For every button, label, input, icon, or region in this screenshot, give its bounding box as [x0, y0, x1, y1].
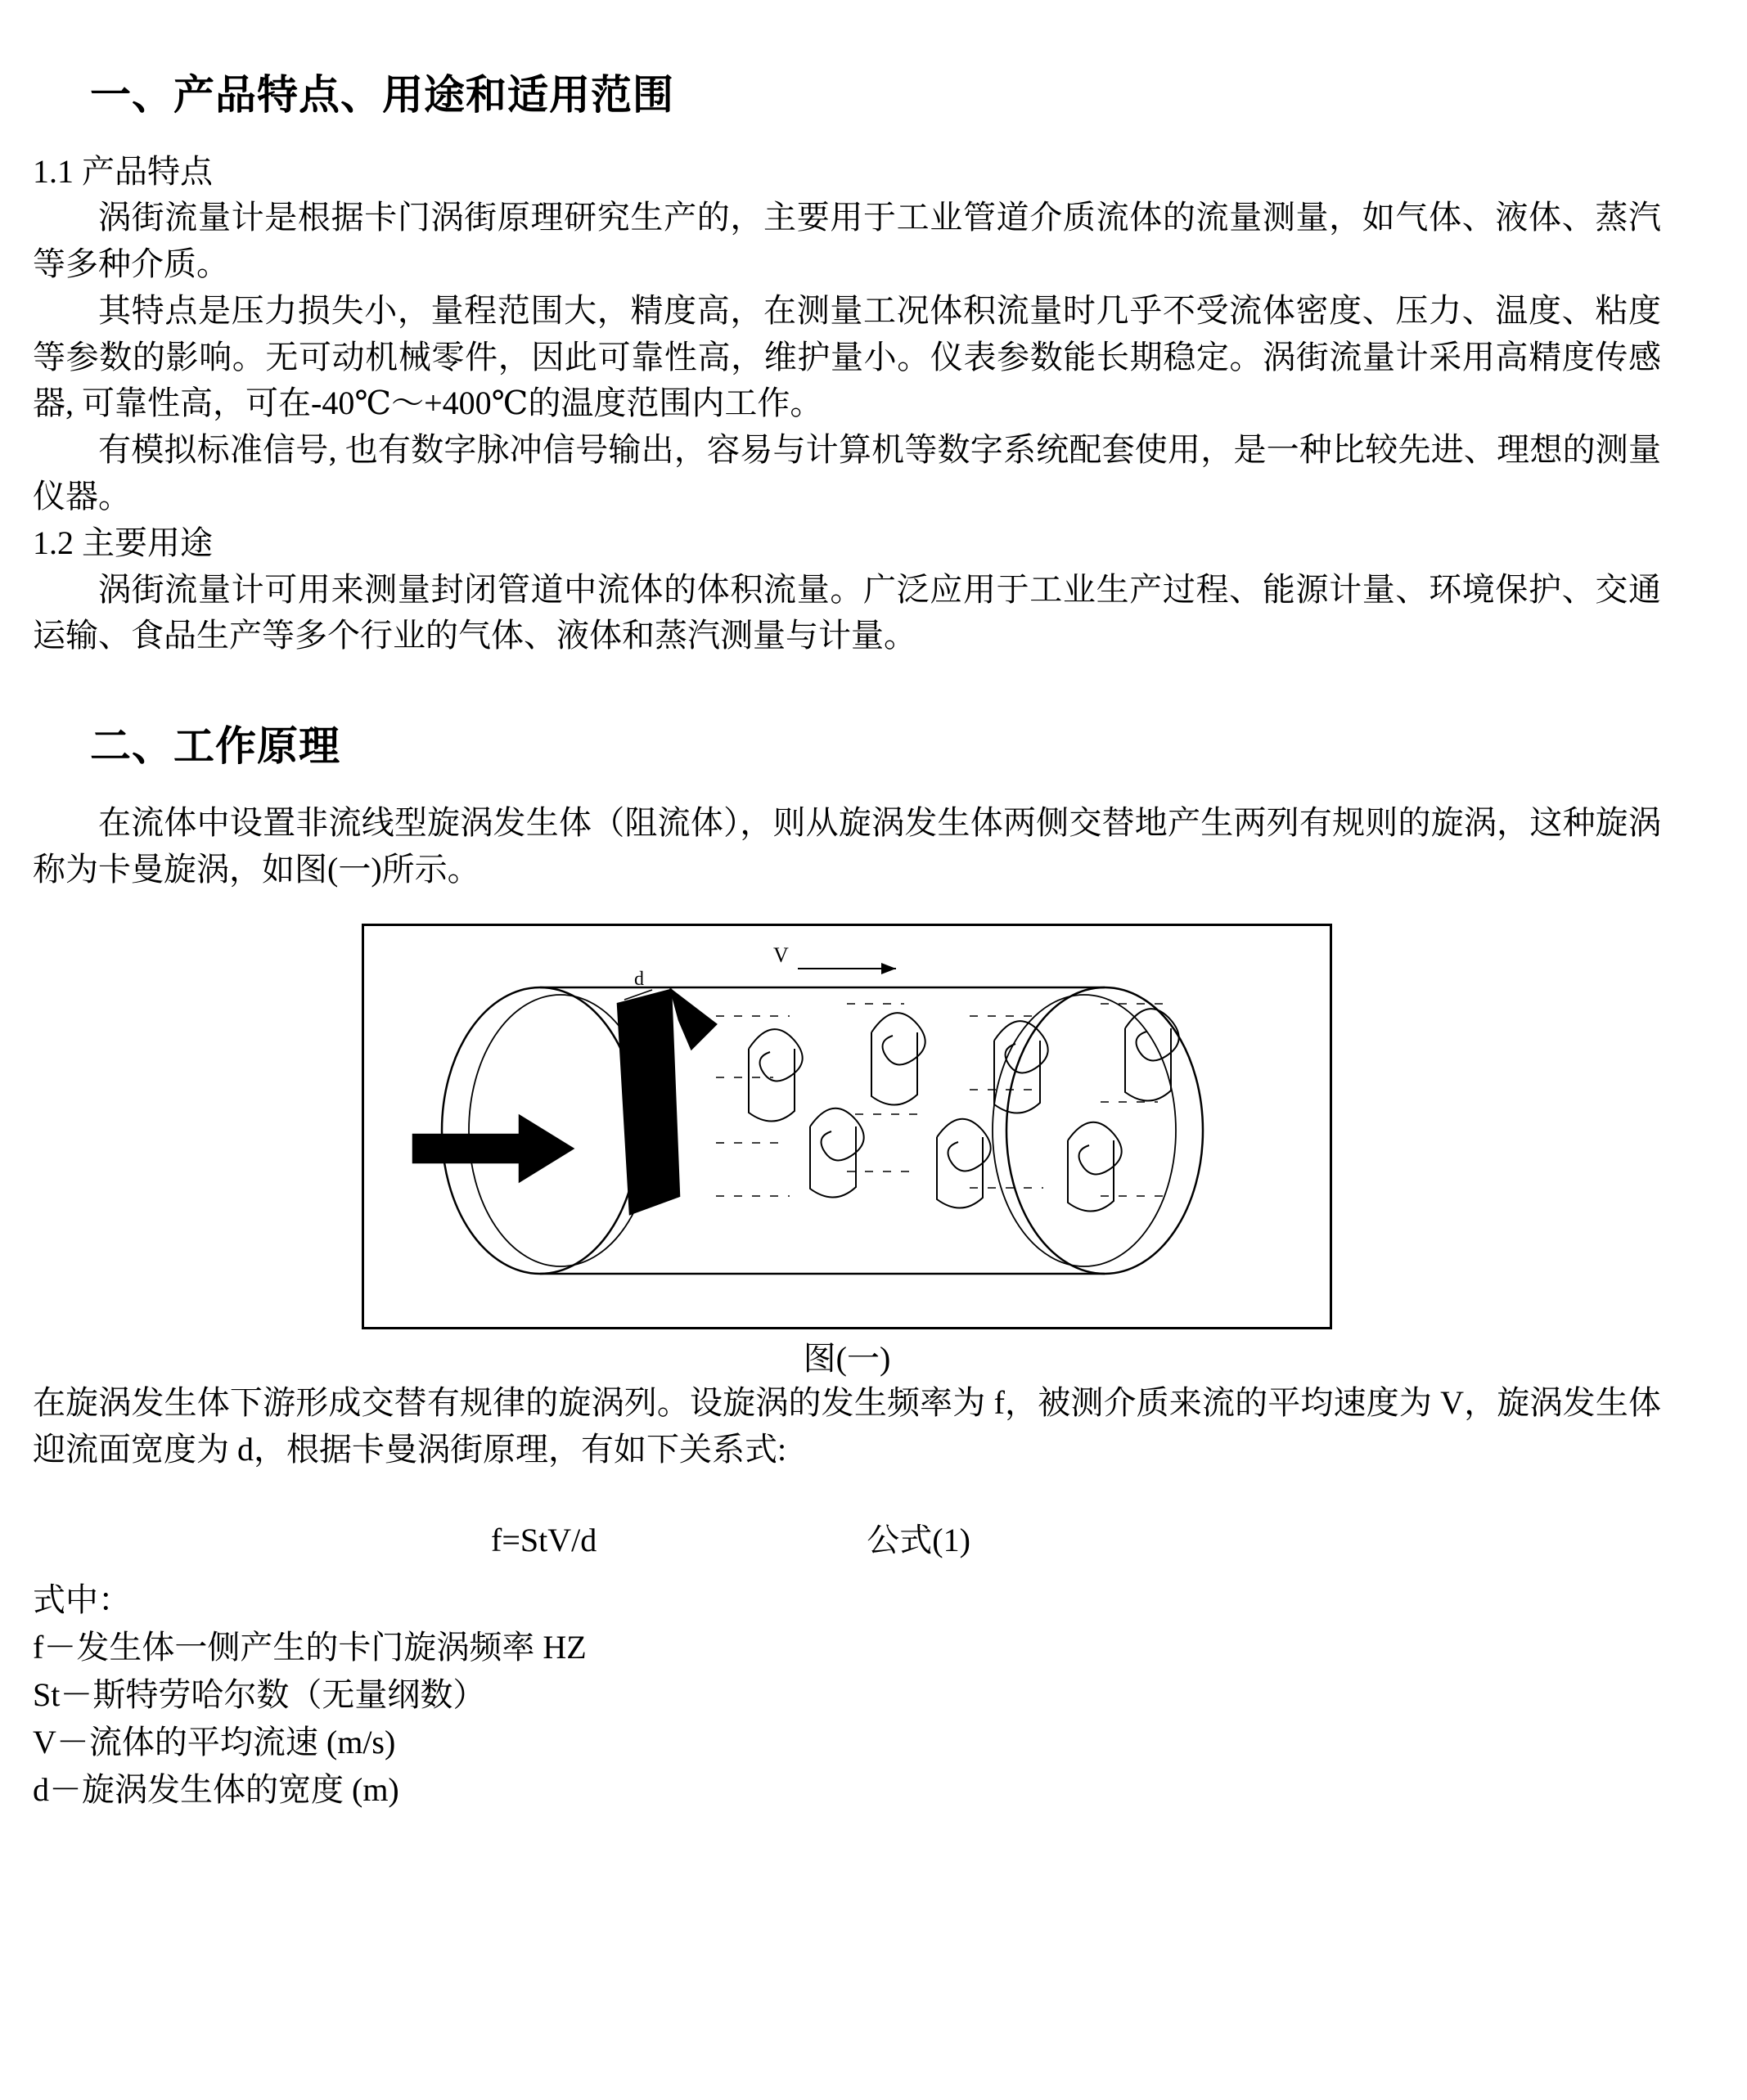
figure-one-image [362, 924, 1332, 1329]
legend-item: d－旋涡发生体的宽度 (m) [33, 1770, 399, 1808]
legend-item: V－流体的平均流速 (m/s) [33, 1723, 396, 1760]
figure-one-wrapper [33, 924, 1661, 1329]
subsection-1-2-title: 1.2 主要用途 [33, 524, 213, 561]
subsection-1-1-paragraph-3: 有模拟标准信号, 也有数字脉冲信号输出，容易与计算机等数字系统配套使用，是一种比较先进、理想的测量仪器。 [33, 431, 1661, 515]
formula-row [33, 1519, 1661, 1562]
figure-one-caption: 图(一) [803, 1340, 891, 1378]
figure-flow-label: V [773, 943, 789, 968]
section-2-paragraph-1: 在流体中设置非流线型旋涡发生体（阻流体），则从旋涡发生体两侧交替地产生两列有规则的旋涡，这种旋涡称为卡曼旋涡，如图(一)所示。 [33, 803, 1661, 888]
legend-item: f－发生体一侧产生的卡门旋涡频率 HZ [33, 1628, 587, 1666]
karman-vortex-diagram [364, 926, 1330, 1327]
section-2-body [33, 800, 1661, 1814]
legend-item: St－斯特劳哈尔数（无量纲数） [33, 1675, 486, 1713]
subsection-1-1-title: 1.1 产品特点 [33, 152, 213, 190]
subsection-1-2-paragraph-1: 涡街流量计可用来测量封闭管道中流体的体积流量。广泛应用于工业生产过程、能源计量、环境保护、交通运输、食品生产等多个行业的气体、液体和蒸汽测量与计量。 [33, 570, 1661, 654]
figure-width-label: d [634, 969, 644, 991]
section-1-body [33, 149, 1661, 660]
section-1-heading: 一、产品特点、用途和适用范围 [90, 71, 674, 119]
legend-title: 式中： [33, 1581, 131, 1618]
section-2-paragraph-2: 在旋涡发生体下游形成交替有规律的旋涡列。设旋涡的发生频率为 f，被测介质来流的平均速度为 V，旋涡发生体迎流面宽度为 d，根据卡曼涡街原理，有如下关系式: [33, 1384, 1661, 1468]
subsection-1-1-paragraph-2: 其特点是压力损失小，量程范围大，精度高，在测量工况体积流量时几乎不受流体密度、压力、温度、粘度等参数的影响。无可动机械零件，因此可靠性高，维护量小。仪表参数能长期稳定。涡街流量计采用高精度传感器, 可靠性高，可在-40℃～+400℃的温度范围内工作。 [33, 291, 1661, 422]
formula-expression: f=StV/d [491, 1521, 597, 1558]
formula-legend [33, 1576, 1661, 1814]
section-2-heading: 二、工作原理 [90, 722, 340, 771]
subsection-1-1-paragraph-1: 涡街流量计是根据卡门涡街原理研究生产的，主要用于工业管道介质流体的流量测量，如气体、液体、蒸汽等多种介质。 [33, 199, 1661, 283]
formula-number-label: 公式(1) [867, 1521, 970, 1558]
